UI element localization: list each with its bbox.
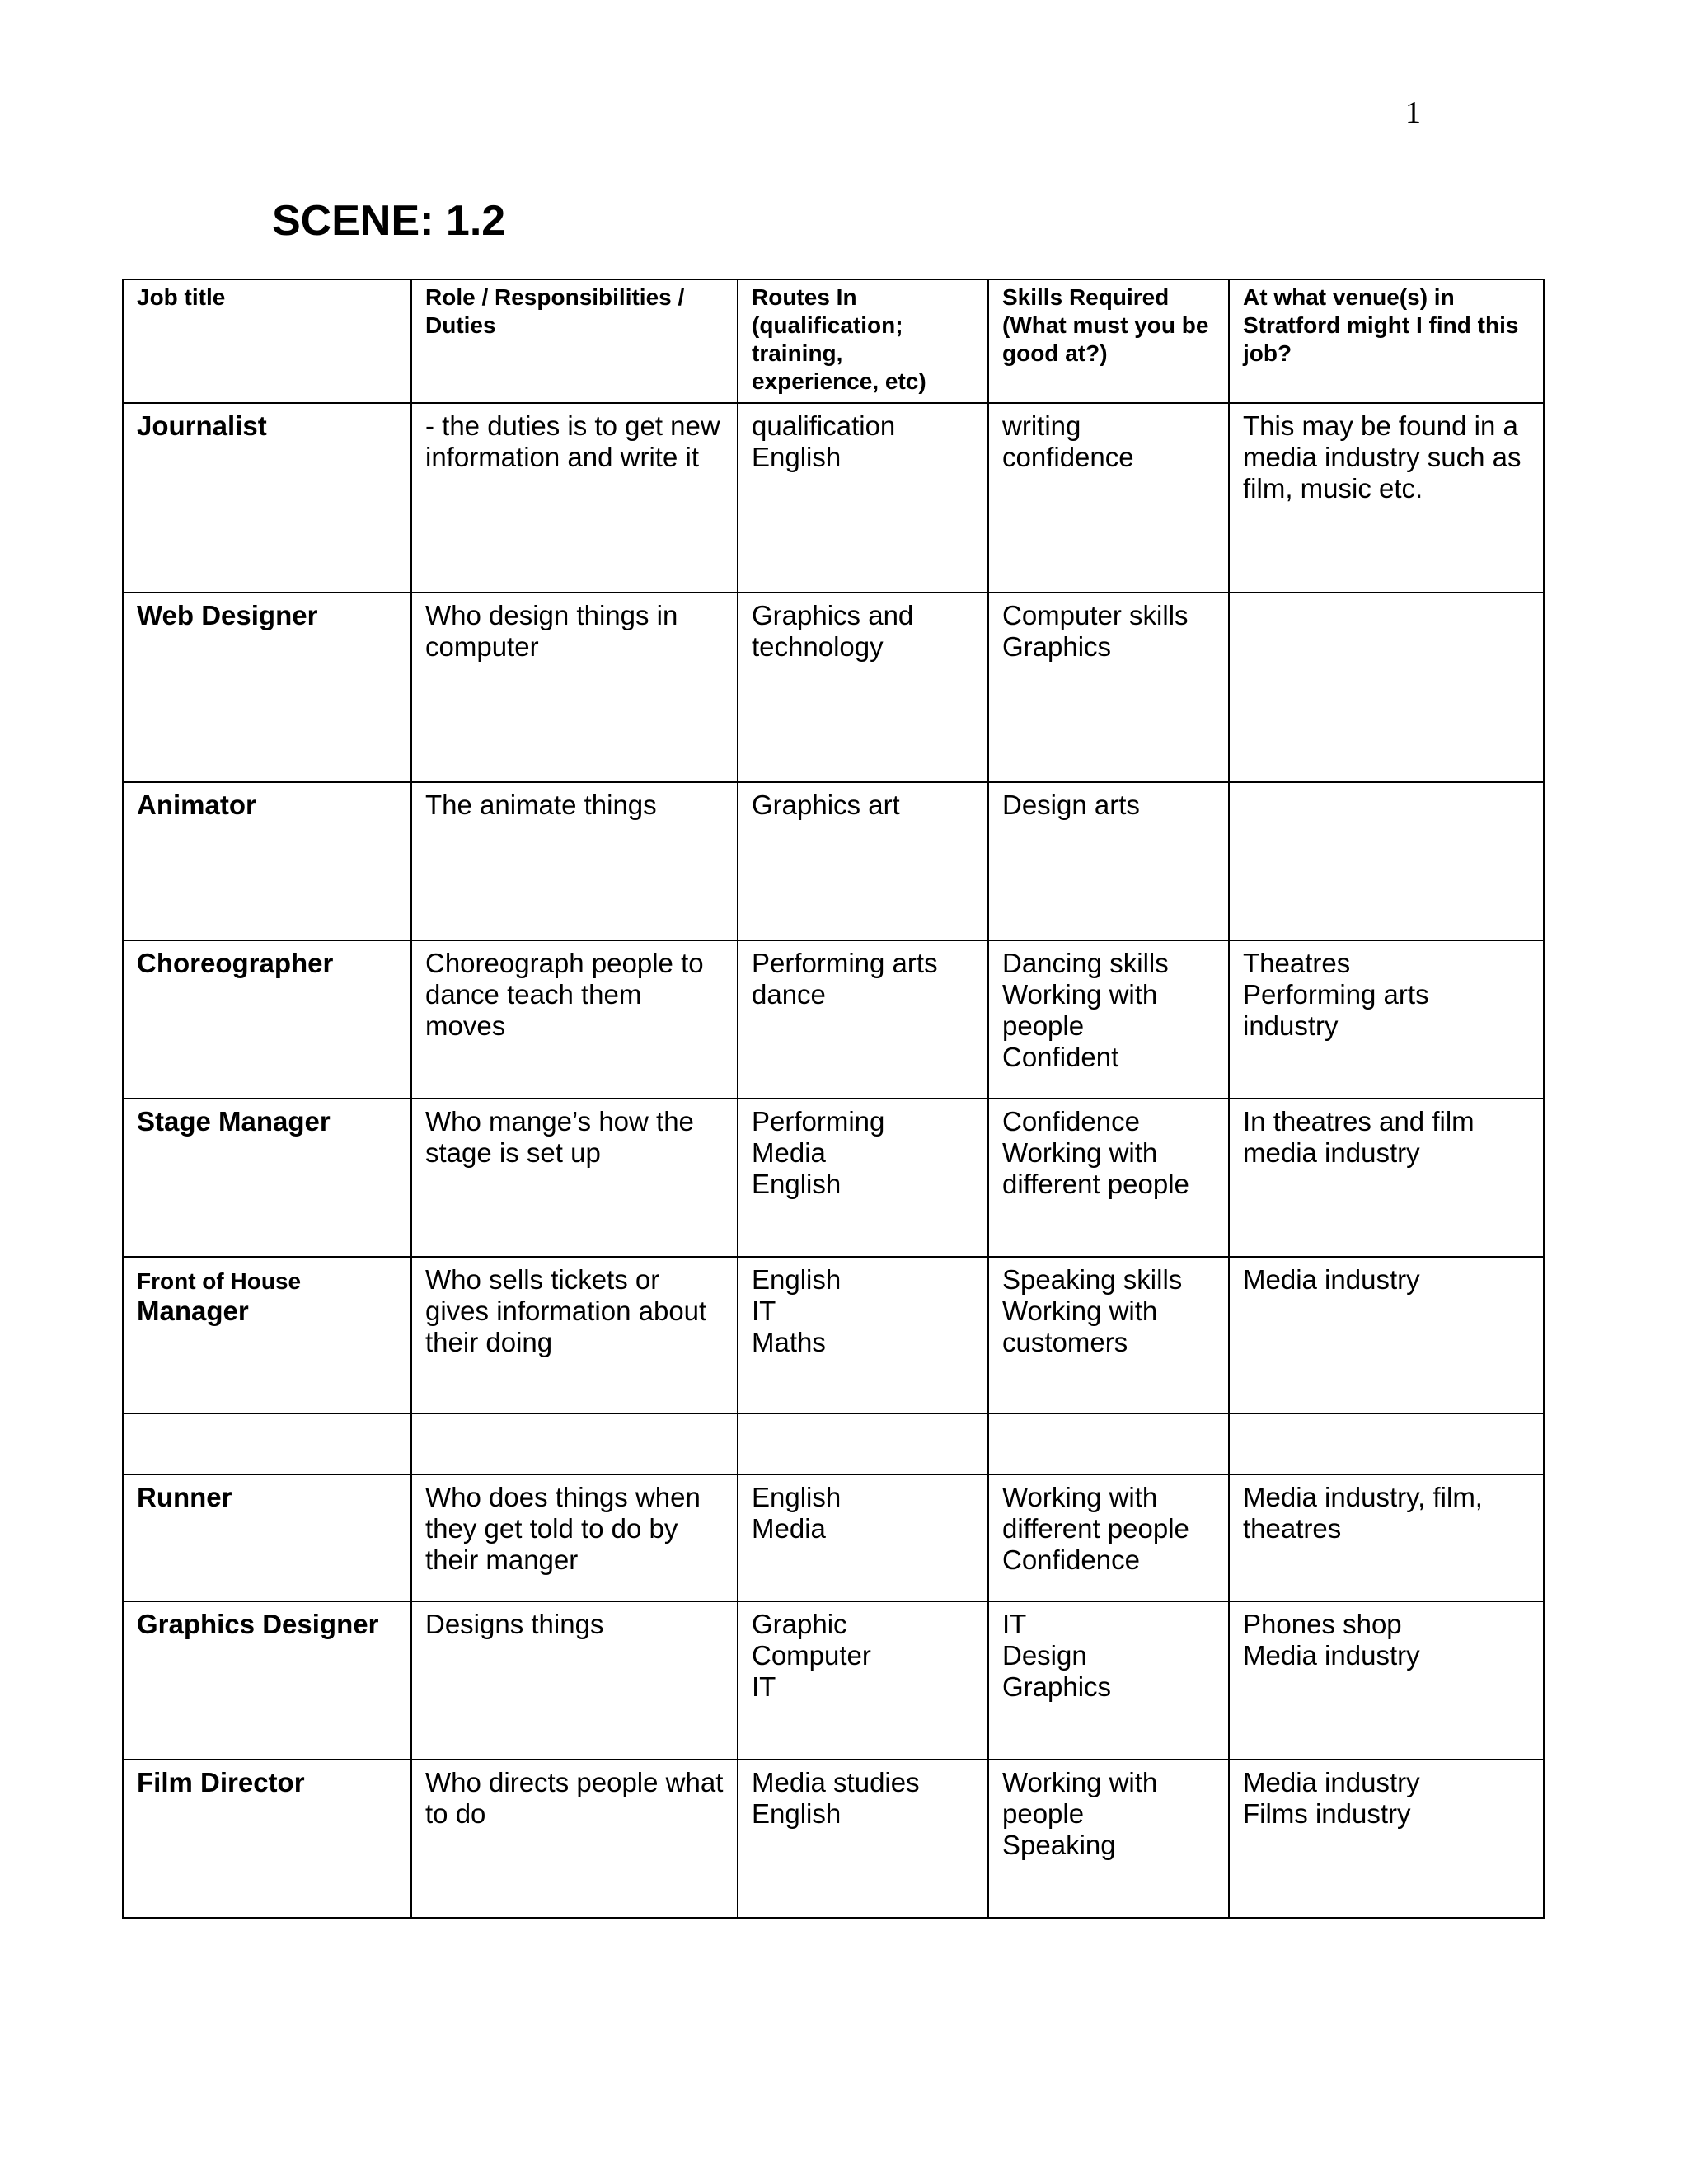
job-title-cell bbox=[123, 1413, 411, 1474]
job-title-cell: Animator bbox=[123, 782, 411, 940]
job-title-cell: Journalist bbox=[123, 403, 411, 593]
role-cell: Designs things bbox=[411, 1601, 738, 1760]
routes-cell: English IT Maths bbox=[738, 1257, 988, 1413]
job-title-main: Manager bbox=[137, 1296, 249, 1326]
venue-cell: Media industry, film, theatres bbox=[1229, 1474, 1544, 1601]
role-cell: The animate things bbox=[411, 782, 738, 940]
job-title-cell bbox=[123, 1257, 411, 1413]
table-row bbox=[123, 1474, 1544, 1601]
routes-cell: qualification English bbox=[738, 403, 988, 593]
header-role: Role / Responsibilities / Duties bbox=[411, 279, 738, 403]
venue-cell bbox=[1229, 593, 1544, 782]
role-cell bbox=[411, 1413, 738, 1474]
table-row bbox=[123, 1601, 1544, 1760]
job-title-cell: Stage Manager bbox=[123, 1099, 411, 1257]
routes-cell: Performing arts dance bbox=[738, 940, 988, 1099]
routes-cell: Graphics and technology bbox=[738, 593, 988, 782]
role-cell: - the duties is to get new information and write it bbox=[411, 403, 738, 593]
venue-cell: Theatres Performing arts industry bbox=[1229, 940, 1544, 1099]
routes-cell: Performing Media English bbox=[738, 1099, 988, 1257]
role-cell: Who directs people what to do bbox=[411, 1760, 738, 1918]
venue-cell: This may be found in a media industry such as film, music etc. bbox=[1229, 403, 1544, 593]
skills-cell: Speaking skills Working with customers bbox=[988, 1257, 1229, 1413]
venue-cell bbox=[1229, 782, 1544, 940]
venue-cell: Phones shop Media industry bbox=[1229, 1601, 1544, 1760]
table-row bbox=[123, 593, 1544, 782]
skills-cell: Working with different people Confidence bbox=[988, 1474, 1229, 1601]
routes-cell: Graphic Computer IT bbox=[738, 1601, 988, 1760]
skills-cell: Working with people Speaking bbox=[988, 1760, 1229, 1918]
skills-cell: Dancing skills Working with people Confident bbox=[988, 940, 1229, 1099]
job-title-cell: Choreographer bbox=[123, 940, 411, 1099]
role-cell: Choreograph people to dance teach them moves bbox=[411, 940, 738, 1099]
role-cell: Who design things in computer bbox=[411, 593, 738, 782]
skills-cell: Confidence Working with different people bbox=[988, 1099, 1229, 1257]
skills-cell: IT Design Graphics bbox=[988, 1601, 1229, 1760]
page-number: 1 bbox=[1405, 96, 1421, 130]
table-row bbox=[123, 403, 1544, 593]
table-row bbox=[123, 940, 1544, 1099]
header-routes: Routes In (qualification; training, experience, etc) bbox=[738, 279, 988, 403]
table-row bbox=[123, 1760, 1544, 1918]
table-row-empty bbox=[123, 1413, 1544, 1474]
venue-cell: In theatres and film media industry bbox=[1229, 1099, 1544, 1257]
role-cell: Who sells tickets or gives information about their doing bbox=[411, 1257, 738, 1413]
header-job-title: Job title bbox=[123, 279, 411, 403]
routes-cell bbox=[738, 1413, 988, 1474]
venue-cell: Media industry bbox=[1229, 1257, 1544, 1413]
scene-title: SCENE: 1.2 bbox=[272, 197, 506, 245]
role-cell: Who mange’s how the stage is set up bbox=[411, 1099, 738, 1257]
jobs-table bbox=[122, 279, 1545, 1919]
table-row bbox=[123, 782, 1544, 940]
routes-cell: Graphics art bbox=[738, 782, 988, 940]
job-title-prefix: Front of House bbox=[137, 1268, 302, 1294]
job-title-cell: Graphics Designer bbox=[123, 1601, 411, 1760]
table-header-row bbox=[123, 279, 1544, 403]
table-row bbox=[123, 1099, 1544, 1257]
routes-cell: Media studies English bbox=[738, 1760, 988, 1918]
skills-cell: writing confidence bbox=[988, 403, 1229, 593]
routes-cell: English Media bbox=[738, 1474, 988, 1601]
job-title-cell: Film Director bbox=[123, 1760, 411, 1918]
venue-cell: Media industry Films industry bbox=[1229, 1760, 1544, 1918]
venue-cell bbox=[1229, 1413, 1544, 1474]
skills-cell bbox=[988, 1413, 1229, 1474]
header-venue: At what venue(s) in Stratford might I find this job? bbox=[1229, 279, 1544, 403]
job-title-cell: Web Designer bbox=[123, 593, 411, 782]
job-title-cell: Runner bbox=[123, 1474, 411, 1601]
table-row bbox=[123, 1257, 1544, 1413]
header-skills: Skills Required (What must you be good at?) bbox=[988, 279, 1229, 403]
skills-cell: Design arts bbox=[988, 782, 1229, 940]
role-cell: Who does things when they get told to do by their manger bbox=[411, 1474, 738, 1601]
skills-cell: Computer skills Graphics bbox=[988, 593, 1229, 782]
